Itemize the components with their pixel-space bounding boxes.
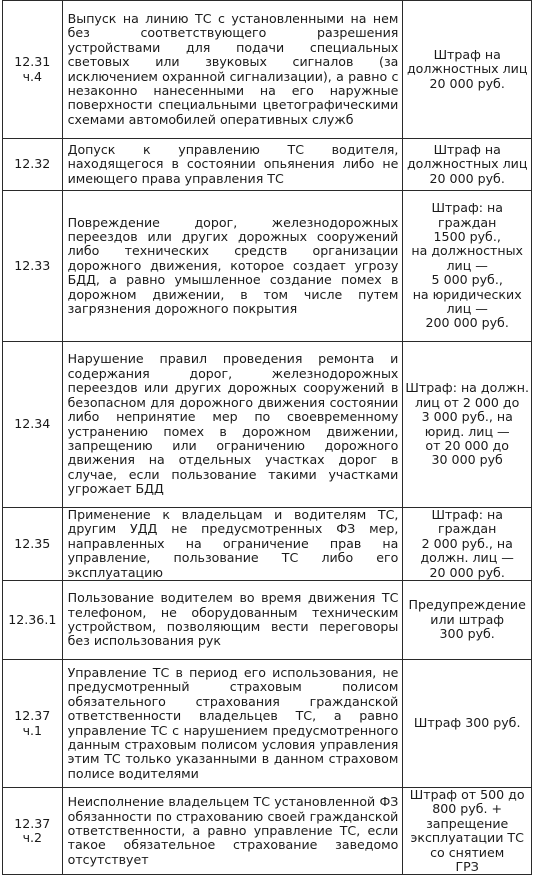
article-cell [3, 191, 63, 342]
article-number: 12.31 ч.4 [14, 54, 51, 84]
penalty-cell [403, 191, 532, 342]
penalty-cell [403, 660, 532, 788]
penalty-text: Штраф на должностных лиц 20 000 руб. [406, 141, 528, 186]
description-cell [62, 660, 403, 788]
description-cell [62, 342, 403, 508]
penalty-cell [403, 342, 532, 508]
penalty-text: Штраф от 500 до 800 руб. + запрещение эксплуатации ТС со снятием ГРЗ [409, 787, 525, 875]
article-number: 12.37 ч.1 [14, 708, 51, 738]
description-cell [62, 1, 403, 139]
offense-description: Допуск к управлению ТС водителя, находящегося в состоянии опьянения либо не имеющего права управления ТС [67, 141, 399, 186]
description-cell [62, 508, 403, 581]
offense-description: Нарушение правил проведения ремонта и содержания дорог, железнодорожных переездов или других дорожных сооружений в безопасном для дорожного движения состоянии либо непринятие мер по своевременному устранению помех в дорожном движении, запрещению или ограничению дорожного движения на отдельных участках дорог в случае, если пользование такими участками угрожает БДД [67, 351, 399, 497]
penalty-cell [403, 139, 532, 191]
table-row [3, 191, 532, 342]
fines-table [2, 0, 532, 875]
penalty-text: Штраф: на должн. лиц от 2 000 до 3 000 руб., на юрид. лиц — от 20 000 до 30 000 руб [405, 380, 529, 468]
table-row [3, 508, 532, 581]
table-row [3, 788, 532, 875]
article-cell [3, 788, 63, 875]
description-cell [62, 788, 403, 875]
article-number: 12.35 [14, 535, 51, 551]
article-cell [3, 139, 63, 191]
table-row [3, 660, 532, 788]
description-cell [62, 191, 403, 342]
offense-description: Повреждение дорог, железнодорожных переездов или других дорожных сооружений либо технических средств организации дорожного движения, которое создает угрозу БДД, а равно умышленное создание помех в дорожном движении, в том числе путем загрязнения дорожного покрытия [67, 214, 399, 317]
penalty-text: Штраф: на граждан 2 000 руб., на должн. лиц — 20 000 руб. [420, 507, 514, 580]
article-number: 12.32 [14, 156, 51, 172]
article-number: 12.34 [14, 416, 51, 432]
offense-description: Пользование водителем во время движения ТС телефоном, не оборудованным техническим устройством, позволяющим вести переговоры без использования рук [67, 590, 399, 649]
article-cell [3, 508, 63, 581]
table-row [3, 581, 532, 660]
offense-description: Неисполнение владельцем ТС установленной ФЗ обязанности по страхованию своей гражданской ответственности, а равно управление ТС, если такое обязательное страхование заведомо отсутствует [67, 794, 399, 867]
table-row [3, 342, 532, 508]
article-number: 12.37 ч.2 [14, 815, 51, 846]
penalty-text: Штраф на должностных лиц 20 000 руб. [406, 46, 528, 91]
penalty-cell [403, 788, 532, 875]
article-cell [3, 660, 63, 788]
article-number: 12.33 [14, 257, 51, 273]
penalty-text: Предупреждение или штраф 300 руб. [408, 597, 526, 642]
offense-description: Выпуск на линию ТС с установленными на нем без соответствующего разрешения устройствами для подачи специальных световых или звуковых сигналов (за исключением охранной сигнализации), а равно с незаконно нанесенными на его наружные поверхности специальными цветографическими схемами автомобилей оперативных служб [67, 10, 399, 127]
article-number: 12.36.1 [8, 611, 57, 627]
offense-description: Применение к владельцам и водителям ТС, другим УДД не предусмотренных ФЗ мер, направленных на ограничение прав на управление, пользование ТС либо его эксплуатацию [67, 507, 399, 580]
penalty-text: Штраф: на граждан 1500 руб., на должностных лиц — 5 000 руб., на юридических лиц — 200 000 руб. [411, 200, 523, 331]
offense-description: Управление ТС в период его использования, не предусмотренный страховым полисом обязательного страхования гражданской ответственности владельцев ТС, а равно управление ТС с нарушением предусмотренного данным страховым полисом условия управления этим ТС только указанными в данном страховом полисе водителями [67, 664, 399, 781]
description-cell [62, 139, 403, 191]
penalty-cell [403, 1, 532, 139]
penalty-cell [403, 581, 532, 660]
table-row [3, 139, 532, 191]
article-cell [3, 581, 63, 660]
table-row [3, 1, 532, 139]
description-cell [62, 581, 403, 660]
penalty-text: Штраф 300 руб. [413, 715, 521, 731]
article-cell [3, 342, 63, 508]
article-cell [3, 1, 63, 139]
penalty-cell [403, 508, 532, 581]
